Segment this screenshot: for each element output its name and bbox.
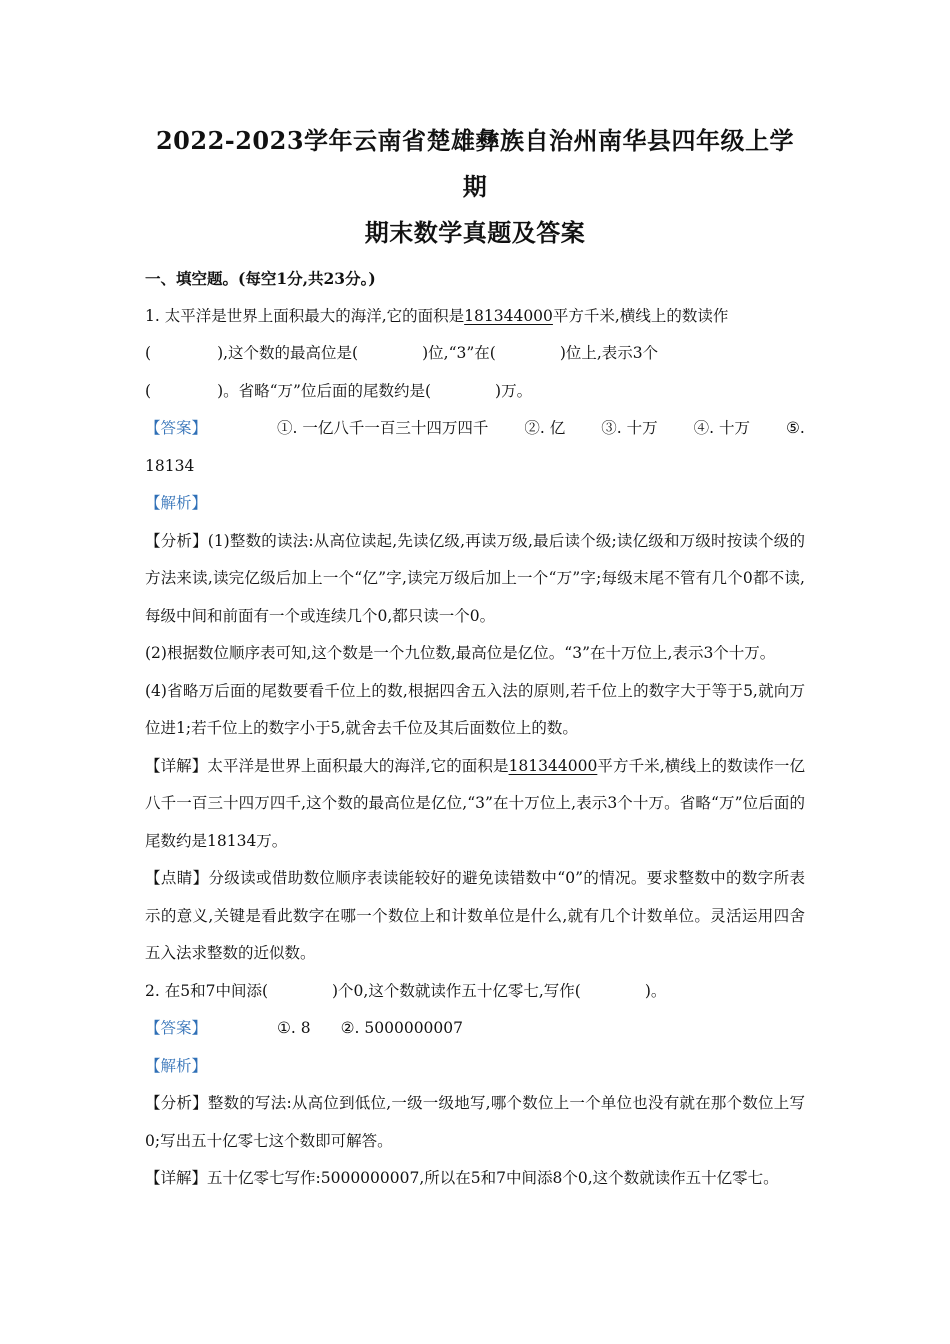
q1-text-b: 平方千米,横线上的数读作 [552, 306, 729, 325]
q1-text-h: )。省略“万”位后面的尾数约是( [217, 381, 432, 400]
q2-text-c: )。 [644, 981, 667, 1000]
q1-blank-open-4: ( [145, 381, 152, 400]
q2-answer-1: ①. 8 [277, 1019, 311, 1037]
q1-fenxi [145, 523, 805, 636]
dianjing-label: 【点睛】 [145, 869, 209, 887]
q2-answer-label: 【答案】 [145, 1019, 208, 1037]
q2-fenxi-text: 整数的写法:从高位到低位,一级一级地写,哪个数位上一个单位也没有就在那个数位上写0;写出五十亿零七这个数即可解答。 [145, 1094, 805, 1150]
q1-fenxi-2: (2)根据数位顺序表可知,这个数是一个九位数,最高位是亿位。“3”在十万位上,表示3个十万。 [145, 644, 776, 662]
q1-text-a: 1. 太平洋是世界上面积最大的海洋,它的面积是 [145, 306, 465, 325]
q2-text-b: )个0,这个数就读作五十亿零七,写作( [332, 981, 581, 1000]
question-1 [145, 298, 805, 411]
q1-text-f: )位上,表示3个 [559, 344, 659, 362]
q1-answer-4: ④. 十万 [693, 419, 750, 437]
q1-underlined-number: 181344000 [464, 306, 553, 325]
q1-xiangjie-number: 181344000 [508, 756, 598, 775]
q1-dianjing-text: 分级读或借助数位顺序表读能较好的避免读错数中“0”的情况。要求整数中的数字所表示的意义,关键是看此数字在哪一个数位上和计数单位是什么,就有几个计数单位。灵活运用四舍五入法求整数的近似数。 [145, 869, 805, 962]
q1-text-i: )万。 [495, 381, 533, 400]
q1-dianjing [145, 860, 805, 973]
q1-xiangjie-a: 太平洋是世界上面积最大的海洋,它的面积是 [207, 756, 509, 775]
q1-fenxi-1: (1)整数的读法:从高位读起,先读亿级,再读万级,最后读个级;读亿级和万级时按读个级的方法来读,读完亿级后加上一个“亿”字,读完万级后加上一个“万”字;每级末尾不管有几个0都不读,每级中间和前面有一个或连续几个0,都只读一个0。 [145, 531, 805, 625]
q1-xiangjie [145, 748, 805, 861]
q1-answer [145, 410, 805, 485]
q1-answer-5-value: 18134 [145, 456, 195, 475]
q2-answer-2: ②. 5000000007 [340, 1019, 464, 1037]
q1-text-d: ),这个数的最高位是( [217, 344, 359, 362]
answer-label: 【答案】 [145, 419, 208, 437]
document-title [145, 118, 805, 256]
q2-fenxi-label: 【分析】 [145, 1094, 208, 1112]
q1-analysis-label: 【解析】 [145, 494, 208, 512]
q2-fenxi [145, 1085, 805, 1160]
title-line-2: 期末数学真题及答案 [364, 218, 586, 247]
question-2 [145, 973, 805, 1011]
xiangjie-label: 【详解】 [145, 756, 208, 775]
q2-xiangjie-text: 五十亿零七写作:5000000007,所以在5和7中间添8个0,这个数就读作五十亿零七。 [207, 1169, 779, 1187]
q2-xiangjie [145, 1160, 805, 1198]
q2-analysis-label: 【解析】 [145, 1056, 208, 1075]
title-line-1: 2022-2023学年云南省楚雄彝族自治州南华县四年级上学期 [155, 126, 795, 201]
q1-answer-5: ⑤. [785, 419, 805, 437]
q1-fenxi-4: (4)省略万后面的尾数要看千位上的数,根据四舍五入法的原则,若千位上的数字大于等于5,就向万位进1;若千位上的数字小于5,就舍去千位及其后面数位上的数。 [145, 681, 805, 737]
q2-answer [145, 1010, 805, 1048]
q1-xiangjie-b: 平方千米,横线上的数读作一亿八千一百三十四万四千,这个数的最高位是亿位,“3”在十万位上,表示3个十万。省略“万”位后面的尾数约是18134万。 [145, 756, 805, 850]
fenxi-label: 【分析】 [145, 531, 208, 550]
q1-text-e: )位,“3”在( [422, 344, 496, 362]
q1-answer-1: ①. 一亿八千一百三十四万四千 [277, 419, 489, 437]
q2-xiangjie-label: 【详解】 [145, 1169, 208, 1187]
q1-answer-2: ②. 亿 [524, 419, 566, 437]
q1-blank-open-1: ( [145, 344, 152, 362]
q2-text-a: 2. 在5和7中间添( [145, 981, 268, 1000]
section-heading: 一、填空题。(每空1分,共23分。) [145, 269, 376, 288]
q1-answer-3: ③. 十万 [601, 419, 658, 437]
